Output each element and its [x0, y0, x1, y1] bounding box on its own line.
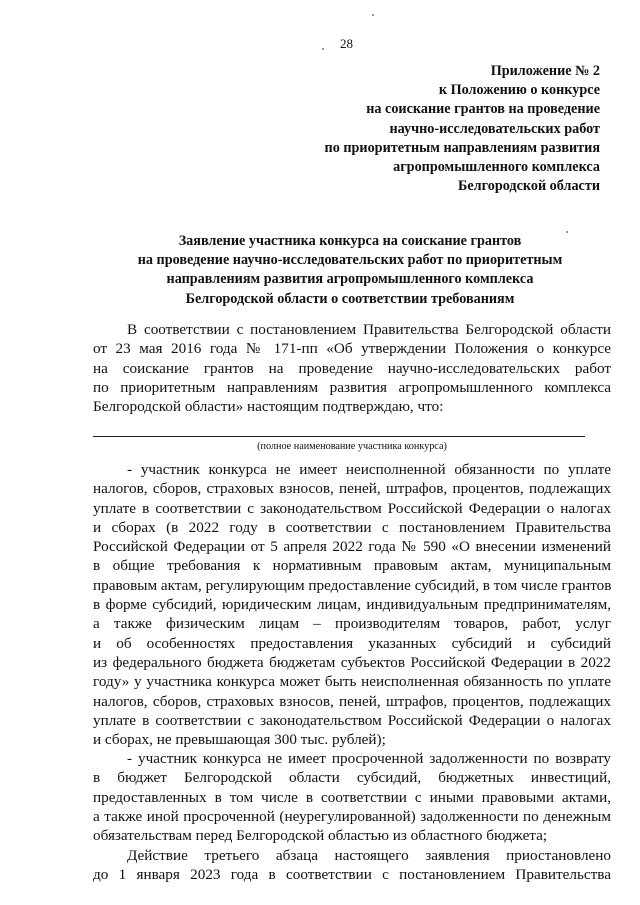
clause1-line: уплате в соответствии с законодательством Российской Федерации о налогах — [93, 499, 611, 517]
clause2-line: в бюджет Белгородской области субсидий, бюджетных инвестиций, — [93, 769, 611, 787]
participant-name-line — [93, 436, 585, 437]
page-number: 28 — [340, 36, 353, 51]
appendix-line: Белгородской области — [458, 178, 600, 195]
clause3-line: до 1 января 2023 года в соответствии с постановлением Правительства — [93, 866, 611, 884]
clause1-line: а также физическим лицам – производителям товаров, работ, услуг — [93, 615, 611, 633]
intro-line: на соискание грантов на проведение научно-исследовательских работ — [93, 359, 611, 377]
appendix-header — [280, 62, 600, 196]
participant-name-caption: (полное наименование участника конкурса) — [257, 441, 447, 452]
scan-speck — [372, 14, 374, 16]
scan-speck — [566, 231, 568, 233]
clause1-line: правовым актам, регулирующим предоставление субсидий, в том числе грантов — [93, 576, 612, 594]
clause1-line: в форме субсидий, юридическим лицам, индивидуальным предпринимателям, — [93, 596, 611, 614]
intro-line: по приоритетным направлениям развития агропромышленного комплекса — [93, 378, 611, 396]
clause2-line: а также иной просроченной (неурегулированной) задолженности по денежным — [93, 807, 611, 825]
clause1-line: Российской Федерации от 5 апреля 2022 года № 590 «О внесении изменений — [93, 538, 611, 556]
intro-line: от 23 мая 2016 года № 171-пп «Об утверждении Положения о конкурсе — [93, 340, 611, 358]
intro-paragraph — [93, 320, 611, 416]
clause1-line: году» у участника конкурса может быть неисполненная обязанность по уплате — [93, 673, 611, 691]
title-line: Белгородской области о соответствии требованиям — [185, 290, 515, 307]
clause2-line: обязательствам перед Белгородской областью из областного бюджета; — [93, 827, 548, 845]
scan-speck — [322, 48, 324, 50]
clause1-line: налогов, сборов, страховых взносов, пеней, штрафов, процентов, подлежащих — [93, 692, 611, 710]
title-line: на проведение научно-исследовательских работ по приоритетным — [137, 252, 563, 269]
clause-tax-obligations — [93, 460, 611, 749]
clause1-line: и сборах, не превышающая 300 тыс. рублей); — [93, 731, 386, 749]
intro-line: Белгородской области» настоящим подтверждаю, что: — [93, 398, 444, 416]
clause1-line: - участник конкурса не имеет неисполненной обязанности по уплате — [127, 461, 611, 478]
clause2-line: - участник конкурса не имеет просроченной задолженности по возврату — [127, 750, 611, 767]
clause1-line: из федерального бюджета бюджетам субъектов Российской Федерации в 2022 — [93, 653, 611, 671]
intro-line: В соответствии с постановлением Правительства Белгородской области — [127, 321, 611, 338]
appendix-line: агропромышленного комплекса — [393, 159, 600, 176]
appendix-line: на соискание грантов на проведение — [366, 101, 600, 118]
appendix-line: по приоритетным направлениям развития — [324, 139, 600, 156]
clause1-line: в общие требования к нормативным правовым актам, муниципальным — [93, 557, 611, 575]
clause1-line: и об особенностях предоставления указанных субсидий и субсидий — [93, 634, 611, 652]
appendix-line: к Положению о конкурсе — [438, 82, 600, 99]
clause-suspension — [93, 846, 611, 885]
clause3-line: Действие третьего абзаца настоящего заявления приостановлено — [127, 847, 611, 864]
clause1-line: и сборах (в 2022 году в соответствии с постановлением Правительства — [93, 518, 611, 536]
title-line: Заявление участника конкурса на соискание грантов — [178, 233, 522, 249]
clause-budget-debt — [93, 749, 611, 845]
document-title — [90, 232, 610, 309]
appendix-line: Приложение № 2 — [490, 63, 600, 79]
clause2-line: предоставленных в том числе в соответствии с иными правовыми актами, — [93, 788, 611, 806]
title-line: направлениям развития агропромышленного комплекса — [166, 271, 534, 288]
clause1-line: уплате в соответствии с законодательством Российской Федерации о налогах — [93, 711, 611, 729]
clause1-line: налогов, сборов, страховых взносов, пеней, штрафов, процентов, подлежащих — [93, 480, 611, 498]
appendix-line: научно-исследовательских работ — [389, 120, 600, 137]
